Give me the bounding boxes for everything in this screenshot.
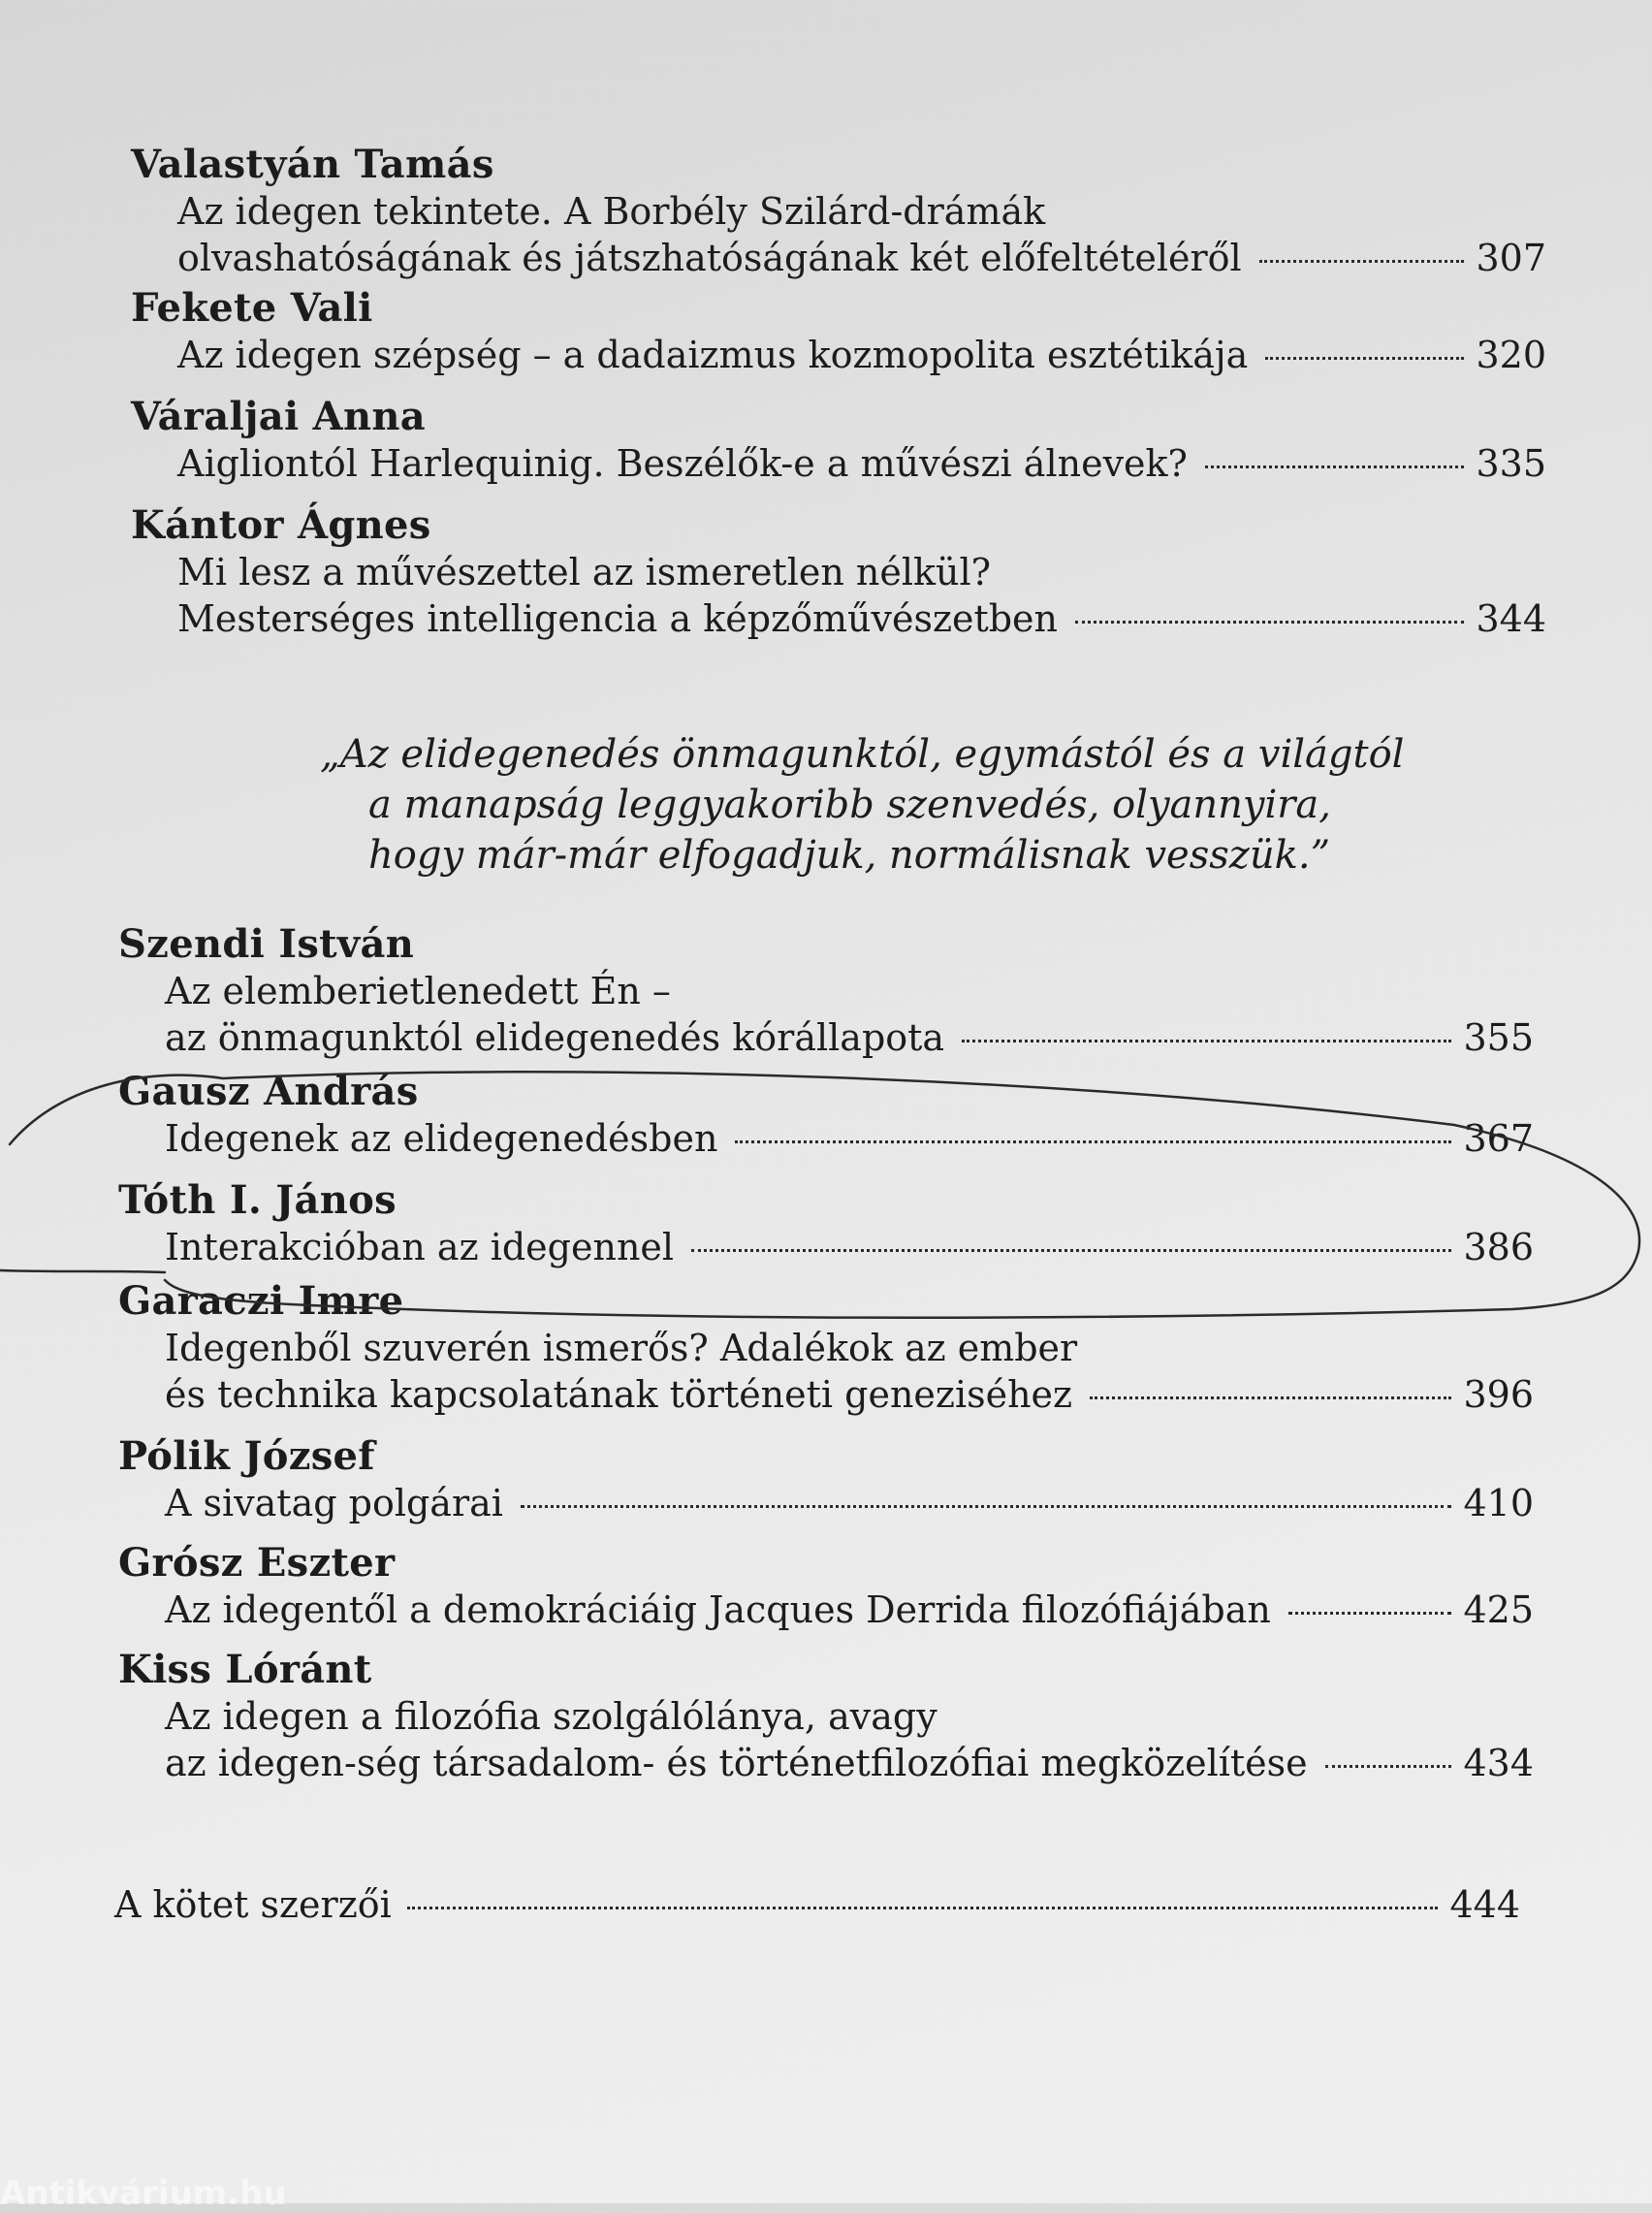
entry-author: Grósz Eszter: [118, 1540, 396, 1586]
toc-entry: [131, 394, 1546, 487]
dot-leader: [1205, 465, 1465, 468]
toc-entry: [131, 142, 1546, 281]
entry-title-text: és technika kapcsolatának történeti geneziséhez: [165, 1373, 1073, 1416]
entry-page-number: 396: [1463, 1373, 1534, 1416]
toc-entry: [118, 921, 1534, 1061]
dot-leader: [691, 1249, 1451, 1252]
dot-leader: [962, 1040, 1451, 1042]
entry-title-text: Az idegen szépség – a dadaizmus kozmopolita esztétikája: [177, 334, 1249, 376]
entry-title-line: Az idegen a filozófia szolgálólánya, avagy: [165, 1695, 937, 1738]
entry-page-number: 335: [1476, 442, 1546, 485]
epigraph-quote: [291, 729, 1406, 881]
entry-title-text: Interakcióban az idegennel: [165, 1226, 675, 1268]
entry-title-last: [131, 595, 1546, 642]
entry-title-last: [131, 440, 1546, 487]
entry-page-number: 367: [1463, 1117, 1534, 1160]
entry-title-last: [118, 1740, 1534, 1786]
entry-page-number: 320: [1476, 334, 1546, 376]
entry-title-text: olvashatóságának és játszhatóságának két előfeltételéről: [177, 237, 1242, 279]
toc-entry: [118, 1647, 1534, 1786]
entry-title-text: Mesterséges intelligencia a képzőművészetben: [177, 597, 1059, 640]
toc-entry: [118, 1177, 1534, 1270]
toc-entry: [118, 1433, 1534, 1526]
entry-title-last: [118, 1224, 1534, 1270]
toc-section-2: [118, 921, 1534, 1786]
entry-author: Kiss Lóránt: [118, 1647, 372, 1692]
quote-line: „Az elidegenedés önmagunktól, egymástól és a világtól: [320, 732, 1405, 777]
entry-title-last: [118, 1014, 1534, 1061]
entry-title-text: Aigliontól Harlequinig. Beszélők-e a művészi álnevek?: [177, 442, 1188, 485]
entry-author: Pólik József: [118, 1433, 375, 1479]
entry-title-last: [118, 1480, 1534, 1526]
dot-leader: [1325, 1765, 1452, 1768]
entry-title-last: [118, 1371, 1534, 1418]
dot-leader: [1265, 357, 1464, 360]
entry-title-text: az önmagunktól elidegenedés kórállapota: [165, 1016, 945, 1059]
dot-leader: [1090, 1396, 1451, 1399]
toc-entry: [118, 1278, 1534, 1418]
entry-title-line: Az idegen tekintete. A Borbély Szilárd-drámák: [177, 190, 1046, 233]
toc-entry: [118, 1069, 1534, 1162]
toc-entry: [131, 285, 1546, 378]
entry-title-last: [131, 235, 1546, 281]
entry-author: Gausz András: [118, 1069, 419, 1114]
dot-leader: [1075, 621, 1464, 624]
entry-title-text: A sivatag polgárai: [165, 1482, 503, 1524]
entry-page-number: 434: [1463, 1742, 1534, 1784]
dot-leader: [1259, 260, 1465, 263]
entry-page-number: 307: [1476, 237, 1546, 279]
entry-page-number: 425: [1463, 1588, 1534, 1631]
toc-contributors-entry: [114, 1881, 1520, 1928]
entry-title-line: Mi lesz a művészettel az ismeretlen nélkül?: [177, 551, 992, 593]
entry-author: Kántor Ágnes: [131, 502, 431, 548]
toc-section-1: [131, 142, 1546, 642]
entry-page-number: 410: [1463, 1482, 1534, 1524]
entry-page-number: 344: [1476, 597, 1546, 640]
entry-title-last: [118, 1115, 1534, 1162]
entry-author: Garaczi Imre: [118, 1278, 404, 1324]
entry-title-line: Idegenből szuverén ismerős? Adalékok az ember: [165, 1327, 1078, 1369]
entry-author: Fekete Vali: [131, 285, 373, 331]
watermark-text: Antikvárium.hu: [0, 2174, 287, 2213]
entry-page-number: 386: [1463, 1226, 1534, 1268]
entry-title-text: az idegen-ség társadalom- és történetfilozófiai megközelítése: [165, 1742, 1308, 1784]
contributors-label: A kötet szerzői: [114, 1883, 392, 1926]
entry-author: Valastyán Tamás: [131, 142, 494, 187]
toc-entry: [118, 1540, 1534, 1633]
entry-title-line: Az elemberietlenedett Én –: [165, 970, 671, 1012]
entry-author: Tóth I. János: [118, 1177, 397, 1223]
entry-title-last: [118, 1587, 1534, 1633]
quote-line: a manapság leggyakoribb szenvedés, olyannyira,: [368, 783, 1331, 827]
entry-author: Váraljai Anna: [131, 394, 426, 439]
entry-page-number: 355: [1463, 1016, 1534, 1059]
entry-author: Szendi István: [118, 921, 415, 967]
dot-leader: [521, 1505, 1452, 1508]
toc-entry: [131, 502, 1546, 642]
dot-leader: [735, 1140, 1451, 1143]
contributors-page-number: 444: [1449, 1883, 1520, 1926]
dot-leader: [1288, 1612, 1452, 1615]
entry-title-text: Idegenek az elidegenedésben: [165, 1117, 718, 1160]
quote-line: hogy már-már elfogadjuk, normálisnak vesszük.”: [368, 833, 1331, 878]
entry-title-last: [131, 332, 1546, 378]
entry-title-text: Az idegentől a demokráciáig Jacques Derrida filozófiájában: [165, 1588, 1271, 1631]
dot-leader: [407, 1907, 1439, 1909]
